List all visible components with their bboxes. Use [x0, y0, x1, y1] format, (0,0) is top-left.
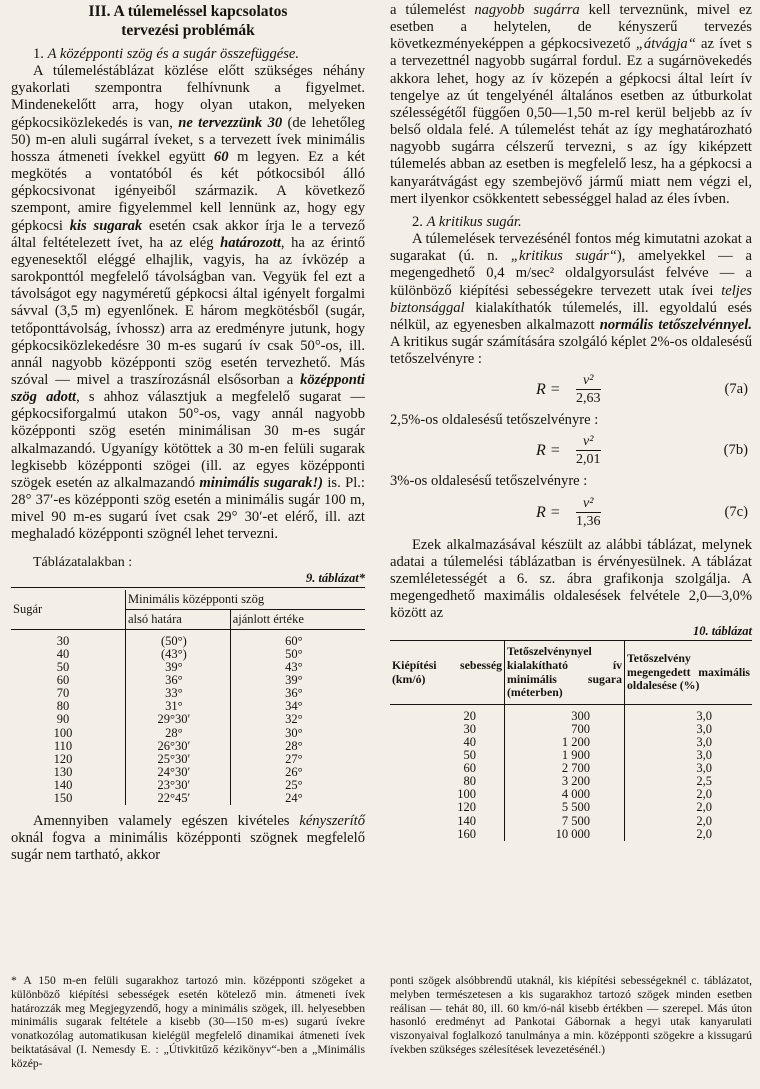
subsection-1-heading: 1. A középponti szög és a sugár összefüggése.	[33, 46, 300, 62]
table-9	[11, 590, 365, 805]
table-10-cell: 140	[457, 813, 476, 828]
table-9-cell: 100	[53, 725, 73, 740]
table-10-cell: 300	[505, 704, 625, 723]
table-9-row	[11, 792, 365, 805]
table-9-cell: 23°30′	[126, 779, 231, 792]
table-10-header-slope: Tetőszelvény megengedett maximális oldalesése (%)	[625, 641, 753, 704]
table-10-cell: 3,0	[625, 704, 753, 723]
table-9-cell: 39°	[230, 674, 365, 687]
section-title-line1: III. A túlemeléssel kapcsolatos	[88, 3, 288, 20]
table-9-cell: 50	[56, 660, 70, 675]
table-9-cell: 25°30′	[126, 753, 231, 766]
table-9-cell: 25°	[230, 779, 365, 792]
table-10-row	[390, 723, 752, 736]
table-9-row	[11, 740, 365, 753]
table-9-cell: 26°	[230, 766, 365, 779]
equation-7c-intro: 3%-os oldalesésű tetőszelvényre :	[390, 473, 588, 490]
table-10-caption: 10. táblázat	[390, 624, 752, 641]
table-9-cell: 31°	[126, 700, 231, 713]
table-9-cell: 22°45′	[126, 792, 231, 805]
table-10-row	[390, 815, 752, 828]
footnote-right: ponti szögek alsóbbrendű utaknál, kis kiépítési sebességeknél c. táblázatot, melyben természetesen a kis sugarakhoz tartozó szögek minden esetben reálisan — tehát 80, ill. 60 km/ó-nál kisebb értékben — szerepel. Más úton hasonló eredményt ad Pankotai Gábornak a hegyi utak kanyarulati viszonyaival foglalkozó tanulmánya a min. középponti szögekre a kissugarú ívekben szükséges szélesítések levezetésénél.)	[390, 974, 752, 1056]
paragraph-left-2: Amennyiben valamely egészen kivételes kényszerítő oknál fogva a minimális középponti szögnek megfelelő sugár nem tartható, akkor	[11, 813, 365, 864]
table-10	[390, 641, 752, 840]
table-9-cell: 26°30′	[126, 740, 231, 753]
table-10-cell: 20	[463, 708, 476, 723]
table-10-cell: 160	[457, 826, 476, 841]
table-9-row	[11, 727, 365, 740]
table-9-cell: 43°	[230, 661, 365, 674]
table-10-cell: 2,0	[625, 801, 753, 814]
table-10-cell: 60	[463, 761, 476, 776]
table-9-cell: 60	[56, 673, 70, 688]
table-9-cell: (43°)	[126, 648, 231, 661]
table-10-cell: 7 500	[505, 815, 625, 828]
subsection-2-heading: 2. A kritikus sugár.	[412, 213, 522, 230]
table-9-intro: Táblázatalakban :	[33, 554, 133, 570]
table-10-cell: 3,0	[625, 723, 753, 736]
table-9-header-also: alsó határa	[126, 609, 231, 629]
table-9-row	[11, 629, 365, 648]
equation-7b-intro: 2,5%-os oldalesésű tetőszelvényre :	[390, 412, 599, 429]
table-9-cell: 29°30′	[126, 713, 231, 726]
table-10-cell: 40	[463, 734, 476, 749]
footnote-left: * A 150 m-en felüli sugarakhoz tartozó min. középponti szögeket a különböző kiépítési sebességek esetén kötelező min. átmeneti ívek határozzák meg Megjegyzendő, hogy a minimális szögek, ill. helyesebben minimális sugarak feltétele a kisebb (30—150 m-es) sugarú ívekre vonatkozólag automatikusan kielégül megfelelő dinamikai átmeneti ívek beiktatásával (I. Nemesdy E. : „Útivkitűző kézikönyv“-ben a „Minimális közép-	[11, 974, 365, 1070]
table-10-cell: 1 900	[505, 749, 625, 762]
table-10-cell: 3,0	[625, 749, 753, 762]
table-10-cell: 4 000	[505, 788, 625, 801]
table-10-cell: 2,0	[625, 788, 753, 801]
table-10-cell: 120	[457, 800, 476, 815]
table-9-cell: 24°	[230, 792, 365, 805]
table-9-cell: 34°	[230, 700, 365, 713]
table-10-row	[390, 828, 752, 841]
table-10-cell: 80	[463, 774, 476, 789]
equation-7a: R = $\frac{\text{v²}}{2,63}$ (7a)	[536, 373, 748, 407]
table-10-header-radius: Tetőszelvénynyel kialakítható ív minimális sugara (méterben)	[505, 641, 625, 704]
table-9-row	[11, 766, 365, 779]
equation-7c: R = $\frac{\text{v²}}{1,36}$ (7c)	[536, 495, 748, 529]
table-9-cell: 30	[56, 633, 70, 648]
table-9-caption: 9. táblázat*	[11, 571, 365, 588]
table-9-cell: 30°	[230, 727, 365, 740]
subsection-1-title: A középponti szög és a sugár összefüggése.	[47, 46, 300, 62]
table-10-cell: 30	[463, 721, 476, 736]
table-10-row	[390, 704, 752, 723]
table-9-cell: 80	[56, 699, 70, 714]
table-9-cell: 140	[53, 777, 73, 792]
table-10-cell: 10 000	[505, 828, 625, 841]
table-10-cell: 2,0	[625, 828, 753, 841]
table-9-cell: 70	[56, 686, 70, 701]
table-9-cell: 90	[56, 712, 70, 727]
table-9-cell: 39°	[126, 661, 231, 674]
section-title-line2: tervezési problémák	[121, 22, 255, 39]
table-9-cell: 28°	[126, 727, 231, 740]
table-9-row	[11, 713, 365, 726]
paragraph-right-1: a túlemelést nagyobb sugárra kell terveznünk, mivel ez esetben a helytelen, de kényszerű tervezés következményeképpen a gépkocsivezető „átvágja“ az ívet s a tervezettnél nagyobb sugárral fordul. Ez a sugárnövekedés akkora lehet, hogy az ív közepén a gépkocsi által leírt ív tengelye az út tengelyénél általános esetben az útburkolat szélességétől függően 0,50—1,50 m-rel kerül beljebb az ív belső oldala felé. A túlemelést tehát az így meghatározható nagyobb sugárra célszerű tervezni, s az így kiképzett túlemelés abban az esetben is megfelelő lesz, ha a gépkocsi a kanyarátvágást egy szembejövő jármű miatt nem végzi el, mert ilyenkor csökkentett sebességgel halad az éles ívben.	[390, 2, 752, 207]
table-10-cell: 50	[463, 748, 476, 763]
right-column	[390, 2, 752, 841]
table-9-header-sugar: Sugár	[11, 590, 126, 630]
table-10-cell: 1 200	[505, 736, 625, 749]
left-column	[11, 2, 365, 865]
table-9-cell: 150	[53, 791, 73, 805]
table-10-cell: 3 200	[505, 775, 625, 788]
table-9-cell: 50°	[230, 648, 365, 661]
equation-7b: R = $\frac{\text{v²}}{2,01}$ (7b)	[536, 434, 748, 468]
table-9-cell: 120	[53, 751, 73, 766]
table-10-cell: 3,0	[625, 762, 753, 775]
table-10-cell: 100	[457, 787, 476, 802]
table-9-cell: 33°	[126, 687, 231, 700]
table-10-cell: 5 500	[505, 801, 625, 814]
table-10-cell: 2,0	[625, 815, 753, 828]
paragraph-right-3: Ezek alkalmazásával készült az alábbi táblázat, melynek adatai a túlemelési táblázatban is érvényesülnek. A táblázat szemléletességét a 6. sz. ábra grafikonja szolgálja. A megengedhető maximális oldalesések felvétele 2,0—3,0% között az	[390, 536, 752, 622]
table-9-cell: 27°	[230, 753, 365, 766]
table-9-cell: 130	[53, 764, 73, 779]
table-9-cell: 60°	[230, 629, 365, 648]
table-9-cell: 36°	[230, 687, 365, 700]
table-10-header-speed: Kiépítési sebesség (km/ó)	[390, 641, 505, 704]
subsection-2-title: A kritikus sugár.	[426, 213, 522, 230]
table-9-header-group: Minimális középponti szög	[126, 590, 366, 610]
paragraph-right-2: A túlemelések tervezésénél fontos még kimutatni azokat a sugarakat (ú. n. „kritikus sugár“), amelyekkel — a megengedhető 0,4 m/sec² oldalgyorsulást felvéve — a különböző kiépítési sebességekre tervezett utak ívei teljes biztonsággal kialakíthatók túlemelés, ill. egyoldalú esés nélkül, az egyenesben alkalmazott normális tetőszelvénnyel. A kritikus sugár számítására szolgáló képlet 2%-os oldalesésű tetőszelvényre :	[390, 231, 752, 368]
paragraph-left-1: A túlemeléstáblázat közlése előtt szükséges néhány gyakorlati szempontra felhívnunk a figyelmet. Mindenekelőtt arra, hogy olyan utakon, melyeken gépkocsiközlekedés is van, ne tervezzünk 30 (de lehetőleg 50) m-en aluli sugárral íveket, s a tervezett ívek minimális hossza átmeneti ívekkel együtt 60 m legyen. Ez a két megkötés a vontatóból és két pótkocsiból álló gépkocsivonat igényeiből származik. A következő szempont, amire figyelemmel kell lennünk az, hogy egy gépkocsi kis sugarak esetén csak akkor írja le a tervező által feltételezett ívet, ha az elég határozott, ha az érintő egyenesektől eléggé elhajlik, vagyis, ha az ívközép a sarokponttól megfelelő távolságban van. Vegyük fel ezt a távolságot egy nagyméretű gépkocsi által igényelt forgalmi sávval (3,5 m) egyenlőnek. E három megkötésből (sugár, tetőponttávolság, ívhossz) arra az eredményre jutunk, hogy gépkocsiközlekedésre 30 m-es sugarú ív csak 50°-os, ill. annál nagyobb középponti szög esetén tervezhető. Más szóval — mivel a traszírozásnál elsősorban a középponti szög adott, s ahhoz választjuk a megfelelő sugarat — gépkocsiforgalmú utakon 50°-os, vagy annál nagyobb középponti szög esetén minimálisan 30 m-es sugár alkalmazandó. Ugyanígy kötöttek a 30 m-en felüli sugarak legkisebb középponti szögei (ill. az egyes középponti szögek esetén az alkalmazandó minimális sugarak!) is. Pl.: 28° 37′-es középponti szög esetén a minimális sugár 100 m, mivel 90 m-es sugarú ívet csak 29° 30′-et elérő, ill. azt meghaladó középponti szögnél lehet tervezni.	[11, 63, 365, 543]
table-10-cell: 2 700	[505, 762, 625, 775]
table-9-cell: 24°30′	[126, 766, 231, 779]
table-9-cell: 32°	[230, 713, 365, 726]
table-10-cell: 3,0	[625, 736, 753, 749]
table-9-cell: 110	[53, 738, 73, 753]
table-10-cell: 700	[505, 723, 625, 736]
table-9-cell: 28°	[230, 740, 365, 753]
table-9-cell: 36°	[126, 674, 231, 687]
table-9-cell: 40	[56, 646, 70, 661]
table-10-cell: 2,5	[625, 775, 753, 788]
table-10-row	[390, 801, 752, 814]
table-9-header-ajanlott: ajánlott értéke	[230, 609, 365, 629]
table-9-cell: (50°)	[126, 629, 231, 648]
table-9-row	[11, 753, 365, 766]
